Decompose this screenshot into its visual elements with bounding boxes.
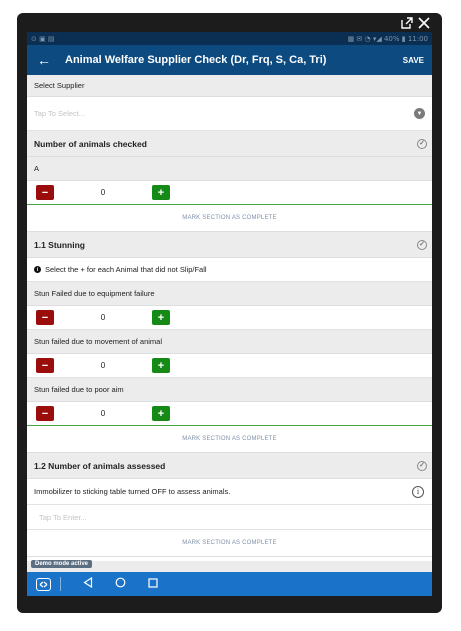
form-content [27, 75, 432, 557]
mark-section-complete-button[interactable]: MARK SECTION AS COMPLETE [27, 426, 432, 453]
field-label-poor-aim: Stun failed due to poor aim [34, 385, 124, 394]
check-circle-icon: ✓ [417, 139, 427, 149]
status-right-icons: ▦ ✉ ◔ ▾◢ 40% ▮ 11:00 [347, 34, 428, 43]
supplier-select[interactable] [27, 97, 432, 131]
input-placeholder: Tap To Enter... [39, 512, 87, 522]
quantity-stepper-poor-aim [27, 402, 432, 426]
field-label-a: A [34, 164, 40, 173]
section-title: 1.1 Stunning [34, 239, 85, 250]
mark-section-complete-button[interactable]: MARK SECTION AS COMPLETE [27, 205, 432, 232]
nav-back-icon[interactable] [83, 577, 93, 591]
nav-home-icon[interactable] [115, 577, 126, 591]
app-switch-icon[interactable] [36, 578, 51, 591]
increment-button[interactable]: + [152, 406, 170, 421]
field-label-movement: Stun failed due to movement of animal [34, 337, 162, 346]
instruction-row [27, 479, 432, 505]
stepper-value: 0 [100, 188, 106, 197]
popout-icon[interactable] [401, 17, 413, 29]
stepper-value: 0 [100, 409, 106, 418]
check-circle-icon: ✓ [417, 240, 427, 250]
stepper-value: 0 [100, 361, 106, 370]
supplier-label-row [27, 75, 432, 97]
field-label-row [27, 282, 432, 306]
increment-button[interactable]: + [152, 358, 170, 373]
field-label-row [27, 157, 432, 181]
status-left-icons: ⊙ ▣ ▤ [31, 34, 55, 43]
supplier-placeholder: Tap To Select... [34, 109, 86, 118]
dropdown-icon[interactable]: ▼ [414, 108, 425, 119]
section-header-animals-checked[interactable] [27, 131, 432, 157]
quantity-stepper-equipment-failure [27, 306, 432, 330]
page-title: Animal Welfare Supplier Check (Dr, Frq, S, Ca, Tri) [65, 54, 327, 66]
info-icon[interactable]: i [412, 486, 424, 498]
field-label-row [27, 330, 432, 354]
decrement-button[interactable]: − [36, 310, 54, 325]
section-header-animals-assessed[interactable] [27, 453, 432, 479]
quantity-stepper-a [27, 181, 432, 205]
app-bar [27, 45, 432, 75]
field-label-row [27, 378, 432, 402]
save-button[interactable]: SAVE [402, 55, 424, 65]
field-label-equipment-failure: Stun Failed due to equipment failure [34, 289, 155, 298]
instruction-text: Immobilizer to sticking table turned OFF to assess animals. [34, 487, 231, 496]
instruction-text: Select the + for each Animal that did not Slip/Fall [45, 265, 207, 274]
close-icon[interactable] [418, 17, 430, 29]
android-nav-bar [27, 572, 432, 596]
check-circle-icon: ✓ [417, 461, 427, 471]
nav-divider [60, 577, 61, 591]
quantity-stepper-movement [27, 354, 432, 378]
app-screen [27, 32, 432, 596]
nav-recents-icon[interactable] [148, 578, 158, 591]
mark-section-complete-button[interactable]: MARK SECTION AS COMPLETE [27, 530, 432, 557]
instruction-row [27, 258, 432, 282]
section-header-stunning[interactable] [27, 232, 432, 258]
back-arrow-icon[interactable]: ← [37, 52, 51, 68]
status-bar [27, 32, 432, 45]
section-title: Number of animals checked [34, 138, 147, 149]
increment-button[interactable]: + [152, 310, 170, 325]
assessed-count-input[interactable] [27, 505, 432, 530]
stepper-value: 0 [100, 313, 106, 322]
section-title: 1.2 Number of animals assessed [34, 460, 166, 471]
decrement-button[interactable]: − [36, 406, 54, 421]
supplier-label: Select Supplier [34, 81, 85, 90]
window-controls [401, 16, 430, 30]
decrement-button[interactable]: − [36, 185, 54, 200]
decrement-button[interactable]: − [36, 358, 54, 373]
info-icon: i [34, 266, 41, 273]
demo-mode-badge: Demo mode active [31, 560, 92, 568]
increment-button[interactable]: + [152, 185, 170, 200]
